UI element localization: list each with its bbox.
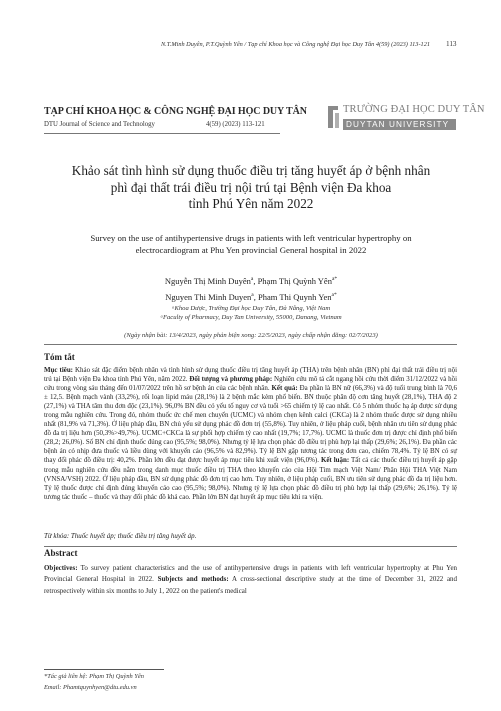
university-logo <box>326 102 485 134</box>
corresponding-author: *Tác giả liên hệ: Phạm Thị Quỳnh Yên <box>44 673 144 680</box>
running-header: N.T.Minh Duyên, P.T.Quỳnh Yên / Tạp chí Khoa học và Công nghệ Đại học Duy Tân 4(59) (2023) 113-121 <box>160 41 430 48</box>
tomtat-heading: Tóm tắt <box>44 352 75 362</box>
logo-text-en-bar <box>343 119 456 130</box>
author-email: Email: Phamtquynhyen@dtu.edu.vn <box>44 684 137 691</box>
affiliations <box>70 304 432 323</box>
logo-mark-icon <box>326 104 340 130</box>
keywords-vn: Từ khóa: Thuốc huyết áp; thuốc điều trị tăng huyết áp. <box>44 532 197 540</box>
logo-text-vn: TRƯỜNG ĐẠI HỌC DUY TÂN <box>343 104 485 115</box>
journal-name-en: DTU Journal of Science and Technology <box>44 121 155 128</box>
logo-text-en: DUYTAN UNIVERSITY <box>346 120 450 129</box>
footnote-rule <box>44 669 164 670</box>
authors-en: Nguyen Thi Minh Duyen$^a$, Pham Thi Quynh Yen$^{a*}$ <box>165 292 337 303</box>
title-vn-line: tỉnh Phú Yên năm 2022 <box>188 196 314 211</box>
header-rule <box>44 133 280 134</box>
title-en-line: electrocardiogram at Phu Yen provincial General hospital in 2022 <box>135 245 367 256</box>
affiliation-vn: ᵃKhoa Dược, Trường Đại học Duy Tân, Đà Nẵng, Việt Nam <box>171 305 331 312</box>
authors <box>70 272 432 305</box>
journal-issue: 4(59) (2023) 113-121 <box>206 121 265 128</box>
affiliation-en: ᵃFaculty of Pharmacy, Duy Tan University, 55000, Danang, Vietnam <box>160 314 342 322</box>
title-vn-line: phì đại thất trái điều trị nội trú tại Bệnh viện Đa khoa <box>110 179 392 195</box>
title-en-line: Survey on the use of antihypertensive drugs in patients with left ventricular hypertrophy on <box>90 233 412 243</box>
tomtat-body: Mục tiêu: Khảo sát đặc điểm bệnh nhân và tình hình sử dụng thuốc điều trị tăng huyết áp (THA) trên bệnh nhân (BN) phì đại thất trái điều trị nội trú tại Bệnh viện Đa khoa tỉnh Phú Yên, năm 2022. Đối tượng và phương pháp: Nghiên cứu mô tả cắt ngang hồi cứu thời điểm 31/12/2022 và hồi cứu trong vòng sáu tháng đến 01/07/2022 trên hồ sơ bệnh án của các bệnh nhân. Kết quả: Đa phần là BN nữ (66,3%) và độ tuổi trung bình là 70,6 ± 12,5. Bệnh mạch vành (33,2%), rối loạn lipid máu (28,1%) là 2 bệnh mắc kèm phổ biến. BN thuộc phân độ cơn tăng huyết (28,1%), THA độ 2 (27,1%) và THA tâm thu đơn độc (23,1%). 96,0% BN đều có yếu tố nguy cơ và tuổi >65 chiếm tỷ lệ cao nhất. Có 5 nhóm thuốc hạ áp được sử dụng trong mẫu nghiên cứu. Trong đó, nhóm thuốc ức chế men chuyển (UCMC) và nhóm chẹn kênh calci (CKCa) là 2 nhóm thuốc được sử dụng nhiều nhất (81,9% và 71,3%). Ở liệu pháp đầu, BN chủ yếu sử dụng phác đồ đơn trị (55,8%). Tuy nhiên, ở liệu pháp cuối, bệnh nhân ưu tiên sử dụng phác đồ đa trị liệu hơn (50,3%>49,7%). UCMC+CKCa là sự phối hợp chiếm tỷ cao nhất (19,7%; 17,7%). UCMC là thuốc đơn trị được chỉ định phổ biến (28,2; 26,0%). Số BN chỉ định thuốc đúng cao (95,5%; 98,0%). Nhưng tỷ lệ lựa chọn phác đồ điều trị phù hợp lại thấp (29,6%; 26,1%). Đa phần các bệnh án có nhịp đưa thuốc và liều dùng với khuyến cáo (96,5% và 82,9%). Tỷ lệ BN gặp tương tác trong đơn cao, chiếm 78,4%. Tỷ lệ BN có sự thay đổi phác đồ điều trị: 40,2%. Phần lớn đều đạt được huyết áp mục tiêu khi xuất viện (96,0%). Kết luận: Tất cả các thuốc điều trị huyết áp gặp trong mẫu nghiên cứu đều nằm trong danh mục thuốc điều trị THA theo khuyến cáo của Hội Tim mạch Việt Nam/ Phân Hội THA Việt Nam (VNSA/VSH) 2022. Ở liệu pháp đầu, BN sử dụng phác đồ đơn trị cao hơn. Tuy nhiên, ở liệu pháp cuối, BN ưu tiên sử dụng phác đồ đa trị liệu hơn. Tỷ lệ thuốc được chỉ định đúng khuyến cáo cao (95,5%; 98,0%). Nhưng tỷ lệ lựa chọn phác đồ điều trị phù hợp lại thấp (29,6%; 26,1%). Tỷ lệ tương tác thuốc – thuốc và thay đổi phác đồ khá cao. Phần lớn BN đạt huyết áp mục tiêu khi ra viện. <box>44 366 458 501</box>
authors-vn: Nguyễn Thị Minh Duyên$^a$, Phạm Thị Quỳnh Yên$^{a*}$ <box>164 275 338 286</box>
abstract-heading: Abstract <box>44 548 78 558</box>
title-vn <box>70 163 432 213</box>
journal-name-vn: TẠP CHÍ KHOA HỌC & CÔNG NGHỆ ĐẠI HỌC DUY TÂN <box>44 106 307 117</box>
section-rule <box>44 344 457 345</box>
title-en <box>70 232 432 257</box>
title-vn-line: Khảo sát tình hình sử dụng thuốc điều trị tăng huyết áp ở bệnh nhân <box>71 163 431 178</box>
abstract-body: Objectives: To survey patient characteristics and the use of antihypertensive drugs in patients with left ventricular hypertrophy at Phu Yen Provincial General Hospital in 2022. Subjects and methods: A cross-sectional descriptive study at the time of December 31, 2022 and retrospectively within six months to July 1, 2022 on the patient's medical <box>44 564 457 595</box>
page-number: 113 <box>446 40 457 48</box>
article-dates: (Ngày nhận bài: 13/4/2023, ngày phản biện xong: 22/5/2023, ngày chấp nhận đăng: 02/7/2023) <box>124 332 378 339</box>
keywords-rule <box>44 546 457 547</box>
